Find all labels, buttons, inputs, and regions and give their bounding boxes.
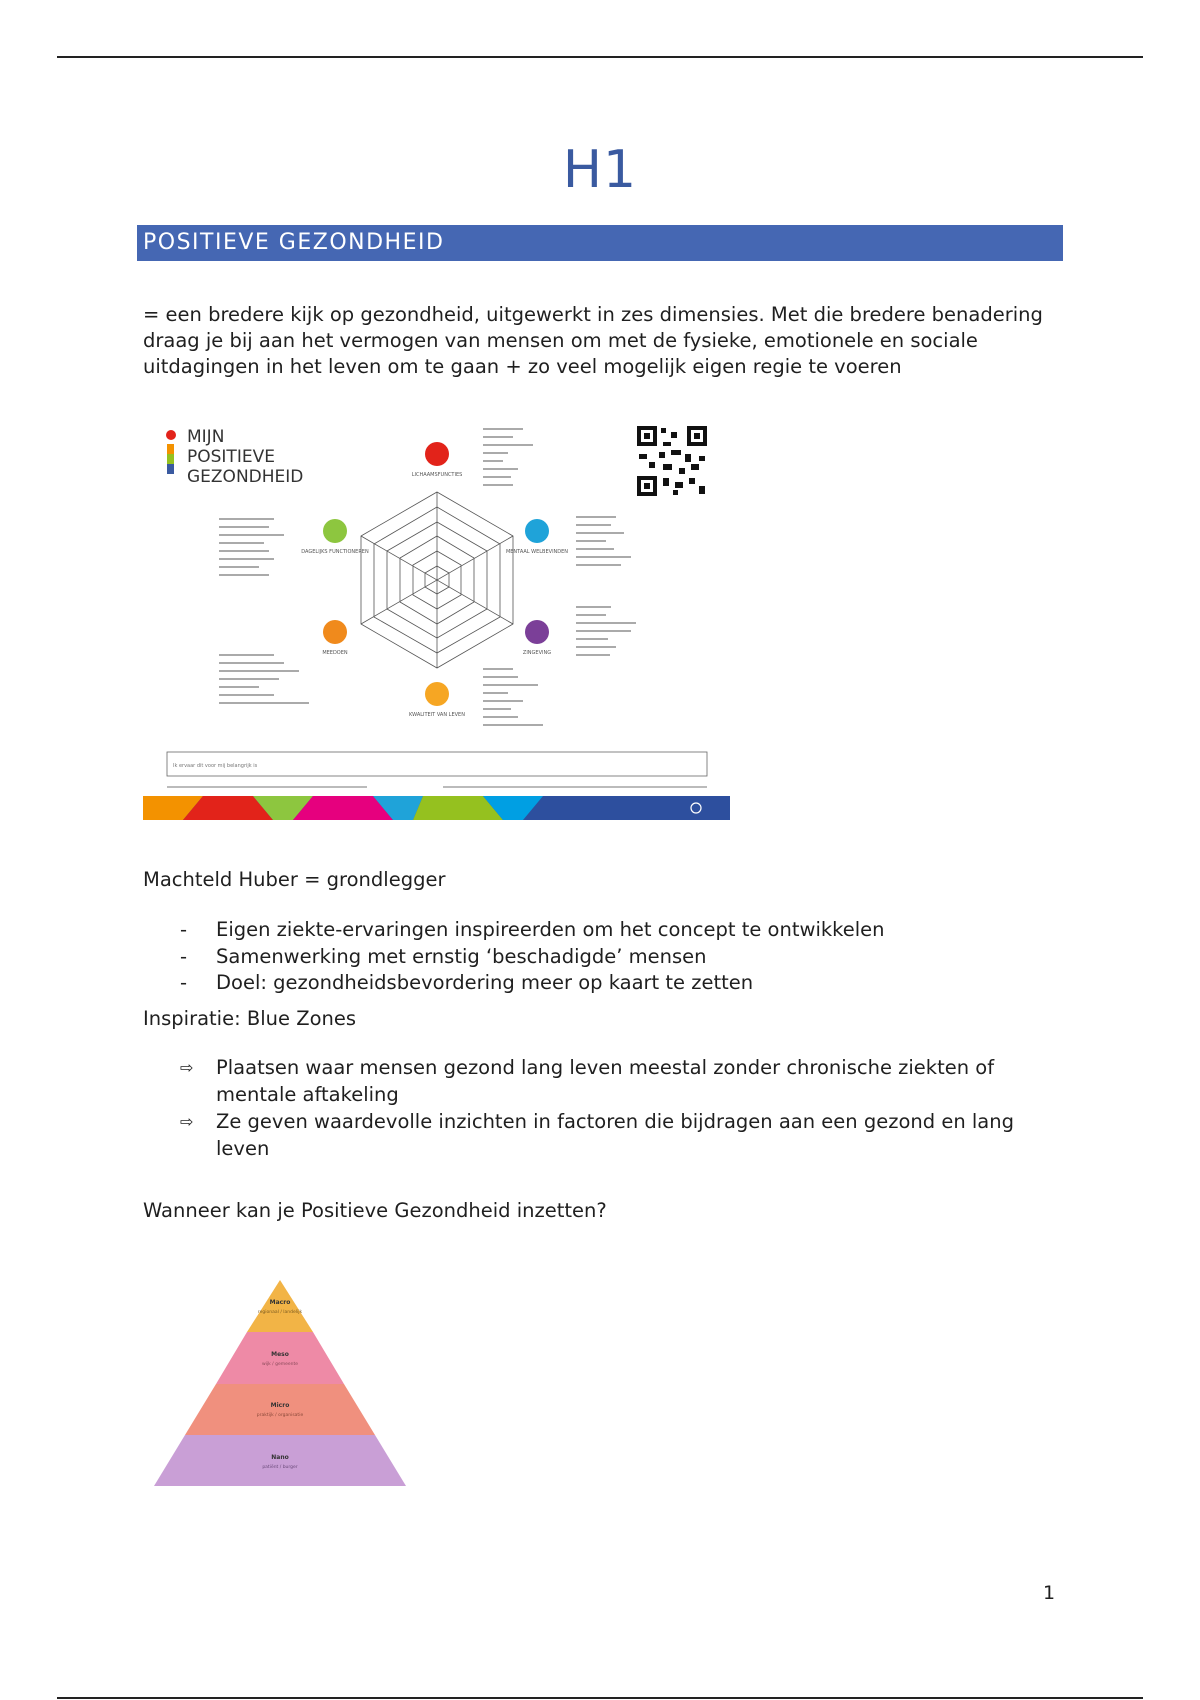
pyramid-level-sub: praktijk / organisatie (256, 1413, 304, 1418)
list-item (180, 1054, 1060, 1108)
list-item-text: Doel: gezondheidsbevordering meer op kaart te zetten (216, 971, 754, 994)
daily-functioning-icon (323, 519, 347, 543)
poster-logo (166, 427, 303, 487)
radar-chart (361, 492, 513, 668)
dimension-label: MEEDOEN (322, 650, 348, 656)
dimension-label: LICHAAMSFUNCTIES (411, 472, 463, 478)
dimension-label: DAGELIJKS FUNCTIONEREN (301, 549, 369, 555)
founder-line: Machteld Huber = grondlegger (143, 868, 446, 891)
note-box-prompt: Ik ervaar dit voor mij belangrijk is (173, 763, 258, 769)
list-item: - Eigen ziekte-ervaringen inspireerden om het concept te ontwikkelen (180, 918, 885, 941)
poster-color-band (143, 796, 730, 820)
inspiration-bullet-list (180, 1054, 1060, 1162)
list-item-text: Samenwerking met ernstig ‘beschadigde’ mensen (216, 944, 707, 968)
qr-code-icon (637, 426, 707, 496)
pyramid-level (247, 1280, 313, 1332)
mental-wellbeing-icon (525, 519, 549, 543)
list-item-text: Plaatsen waar mensen gezond lang leven meestal zonder chronische ziekten of mentale aftakeling (216, 1056, 995, 1106)
header-rule (57, 56, 1143, 58)
list-item (180, 1108, 1060, 1162)
page-number: 1 (1043, 1582, 1056, 1604)
quality-of-life-icon (425, 682, 449, 706)
pyramid-level (216, 1332, 344, 1384)
arrow-icon: ⇨ (180, 1112, 194, 1131)
pyramid-level-sub: wijk / gemeente (261, 1362, 299, 1367)
section-heading: POSITIEVE GEZONDHEID (137, 225, 1063, 261)
pyramid-level-sub: regionaal / landelijk (257, 1310, 303, 1315)
pyramid-level-title: Micro (270, 1402, 290, 1409)
participation-icon (323, 620, 347, 644)
page-title: H1 (562, 140, 638, 200)
pyramid-level-title: Macro (269, 1299, 291, 1306)
poster-logo-line: GEZONDHEID (187, 467, 304, 487)
body-functions-icon (425, 442, 449, 466)
meaning-icon (525, 620, 549, 644)
inspiration-line: Inspiratie: Blue Zones (143, 1007, 357, 1030)
dimension-label: MENTAAL WELBEVINDEN (505, 549, 569, 555)
intro-paragraph: = een bredere kijk op gezondheid, uitgewerkt in zes dimensies. Met die bredere benadering draag je bij aan het vermogen van mensen om met de fysieke, emotionele en sociale uitdagingen in het leven om te gaan + zo veel mogelijk eigen regie te voeren (143, 303, 1043, 378)
positive-health-poster (143, 418, 730, 820)
levels-pyramid (143, 1280, 417, 1486)
arrow-icon: ⇨ (180, 1058, 194, 1077)
dimension-label: ZINGEVING (522, 650, 552, 656)
list-item-text: Ze geven waardevolle inzichten in factoren die bijdragen aan een gezond en lang leven (216, 1110, 1014, 1160)
poster-logo-line: POSITIEVE (187, 447, 275, 467)
pyramid-level-sub: patiënt / burger (262, 1465, 298, 1470)
list-item-text: Eigen ziekte-ervaringen inspireerden om het concept te ontwikkelen (216, 918, 885, 941)
pyramid-level-title: Meso (271, 1351, 289, 1358)
pyramid-level (185, 1384, 375, 1435)
dimension-label: KWALITEIT VAN LEVEN (409, 712, 465, 718)
footer-rule (57, 1697, 1143, 1699)
founder-bullet-list (180, 917, 885, 997)
list-item: - Doel: gezondheidsbevordering meer op kaart te zetten (180, 971, 754, 994)
list-item: - Samenwerking met ernstig ‘beschadigde’ mensen (180, 944, 707, 968)
question-line: Wanneer kan je Positieve Gezondheid inzetten? (143, 1199, 607, 1222)
pyramid-level-title: Nano (271, 1454, 289, 1461)
poster-logo-line: MIJN (187, 427, 225, 447)
